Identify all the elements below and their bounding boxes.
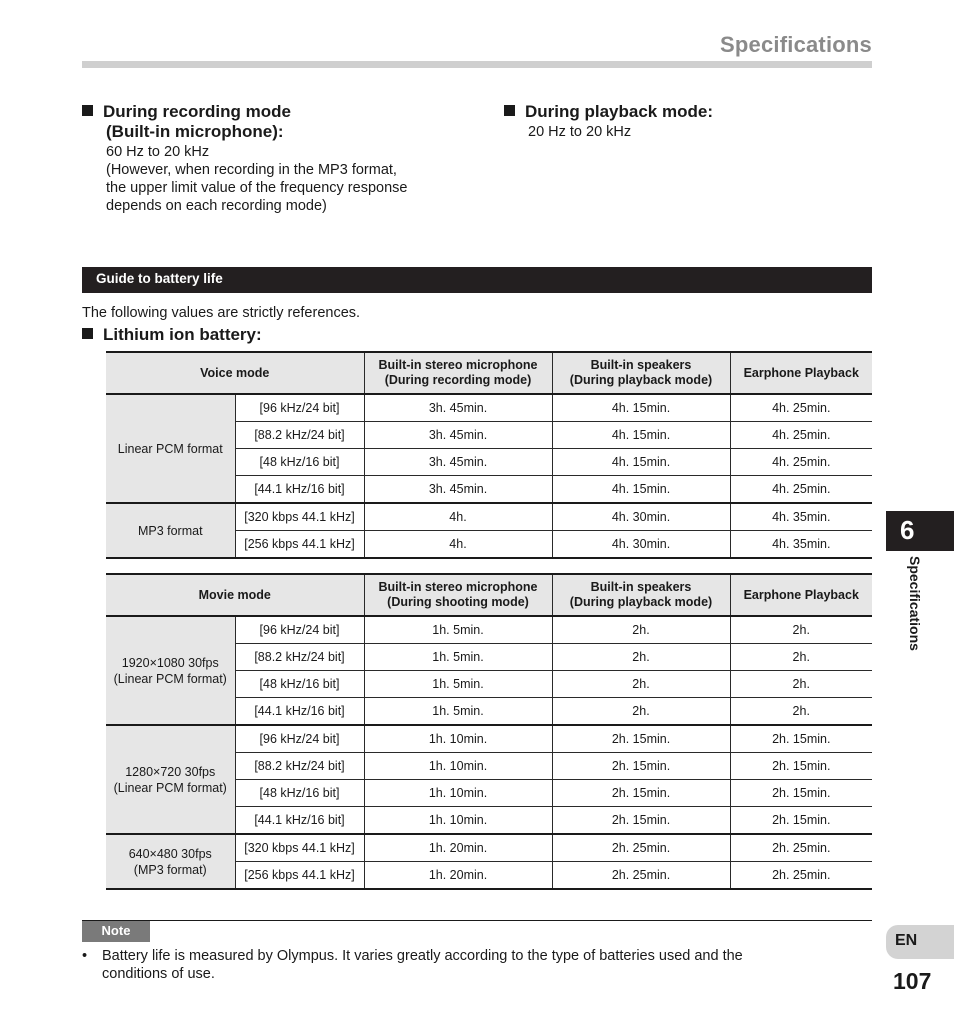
table-cell: 4h. 25min. [730, 449, 872, 476]
table-cell: 4h. 15min. [552, 449, 730, 476]
table-cell: 2h. [552, 698, 730, 726]
table-cell: [256 kbps 44.1 kHz] [235, 862, 364, 890]
table-cell: 2h. 15min. [552, 725, 730, 753]
note-text-line1: Battery life is measured by Olympus. It varies greatly according to the type of batteries used and the [102, 948, 743, 964]
table-cell: 2h. 15min. [730, 753, 872, 780]
table-row [106, 725, 872, 753]
table-cell: 4h. 25min. [730, 394, 872, 422]
recording-note-line3: depends on each recording mode) [106, 198, 327, 214]
recording-note-line2: the upper limit value of the frequency response [106, 180, 408, 196]
table-cell: [320 kbps 44.1 kHz] [235, 503, 364, 531]
speakers-header: Built-in speakers (During playback mode) [552, 574, 730, 616]
group-label: 1280×720 30fps (Linear PCM format) [106, 725, 235, 834]
table-cell: [88.2 kHz/24 bit] [235, 644, 364, 671]
voice-mode-header: Voice mode [106, 352, 364, 394]
table-cell: 4h. [364, 503, 552, 531]
table-cell: [44.1 kHz/16 bit] [235, 807, 364, 835]
table-cell: 1h. 10min. [364, 780, 552, 807]
table-cell: 2h. [730, 644, 872, 671]
table-cell: 4h. [364, 531, 552, 559]
table-cell: 1h. 5min. [364, 644, 552, 671]
table-cell: 2h. 25min. [730, 862, 872, 890]
table-cell: 4h. 30min. [552, 503, 730, 531]
table-cell: [44.1 kHz/16 bit] [235, 698, 364, 726]
reference-text: The following values are strictly references. [82, 305, 361, 321]
table-cell: 1h. 10min. [364, 725, 552, 753]
table-cell: 2h. 25min. [730, 834, 872, 862]
chapter-number: 6 [900, 515, 915, 545]
table-cell: 3h. 45min. [364, 394, 552, 422]
table-cell: 3h. 45min. [364, 476, 552, 504]
table-cell: 4h. 30min. [552, 531, 730, 559]
table-cell: 2h. [552, 671, 730, 698]
table-cell: 2h. 15min. [730, 725, 872, 753]
table-cell: 4h. 35min. [730, 503, 872, 531]
playback-heading-text: During playback mode: [525, 102, 713, 121]
table-cell: 2h. 15min. [730, 807, 872, 835]
battery-heading-text: Lithium ion battery: [103, 325, 262, 344]
guide-bar [82, 267, 872, 293]
page-number: 107 [893, 968, 932, 994]
guide-bar-title: Guide to battery life [96, 271, 223, 286]
note-tag: Note [82, 921, 150, 942]
table-row [106, 394, 872, 422]
language-tab [886, 925, 954, 959]
group-label: Linear PCM format [106, 394, 235, 503]
table-cell: [88.2 kHz/24 bit] [235, 753, 364, 780]
table-cell: 2h. [552, 616, 730, 644]
table-cell: 1h. 20min. [364, 862, 552, 890]
table-cell: [48 kHz/16 bit] [235, 449, 364, 476]
table-cell: [44.1 kHz/16 bit] [235, 476, 364, 504]
table-cell: [48 kHz/16 bit] [235, 780, 364, 807]
voice-mode-table [106, 351, 872, 559]
table-cell: 4h. 15min. [552, 422, 730, 449]
table-cell: 2h. [730, 616, 872, 644]
group-label: MP3 format [106, 503, 235, 558]
note-text-line2: conditions of use. [102, 966, 215, 982]
table-cell: 2h. 15min. [552, 807, 730, 835]
table-cell: 2h. 15min. [552, 753, 730, 780]
table-cell: 4h. 25min. [730, 422, 872, 449]
square-bullet-icon [82, 328, 93, 339]
square-bullet-icon [82, 105, 93, 116]
table-cell: 2h. [552, 644, 730, 671]
group-label: 1920×1080 30fps (Linear PCM format) [106, 616, 235, 725]
table-cell: [48 kHz/16 bit] [235, 671, 364, 698]
bullet-icon: • [82, 948, 88, 964]
table-cell: 1h. 5min. [364, 698, 552, 726]
earphone-header: Earphone Playback [730, 352, 872, 394]
table-cell: 1h. 5min. [364, 671, 552, 698]
table-cell: [96 kHz/24 bit] [235, 394, 364, 422]
recording-section [82, 102, 462, 215]
language-label: EN [895, 932, 918, 949]
table-cell: 4h. 35min. [730, 531, 872, 559]
table-cell: 3h. 45min. [364, 422, 552, 449]
table-cell: [96 kHz/24 bit] [235, 616, 364, 644]
recording-note-line1: (However, when recording in the MP3 format, [106, 162, 397, 178]
table-cell: 1h. 20min. [364, 834, 552, 862]
table-cell: [96 kHz/24 bit] [235, 725, 364, 753]
table-cell: [88.2 kHz/24 bit] [235, 422, 364, 449]
playback-range: 20 Hz to 20 kHz [528, 124, 632, 140]
table-cell: 1h. 5min. [364, 616, 552, 644]
table-cell: 3h. 45min. [364, 449, 552, 476]
square-bullet-icon [504, 105, 515, 116]
recording-heading [82, 102, 462, 122]
chapter-label: Specifications [907, 556, 923, 651]
note-item [82, 947, 872, 983]
table-row [106, 503, 872, 531]
table-cell: 2h. 25min. [552, 834, 730, 862]
group-label: 640×480 30fps (MP3 format) [106, 834, 235, 889]
table-cell: 1h. 10min. [364, 807, 552, 835]
table-cell: 4h. 25min. [730, 476, 872, 504]
table-cell: 2h. 15min. [552, 780, 730, 807]
table-row [106, 834, 872, 862]
playback-heading [504, 102, 864, 122]
table-cell: 4h. 15min. [552, 476, 730, 504]
table-cell: 2h. 15min. [730, 780, 872, 807]
chapter-tab [886, 511, 954, 551]
stereo-mic-header: Built-in stereo microphone (During recording mode) [364, 352, 552, 394]
page-title: Specifications [720, 32, 872, 57]
title-rule [82, 61, 872, 68]
movie-mode-header: Movie mode [106, 574, 364, 616]
playback-section [504, 102, 864, 141]
speakers-header: Built-in speakers (During playback mode) [552, 352, 730, 394]
table-cell: [320 kbps 44.1 kHz] [235, 834, 364, 862]
recording-range: 60 Hz to 20 kHz [106, 144, 210, 160]
battery-heading [82, 325, 262, 345]
table-cell: 2h. 25min. [552, 862, 730, 890]
table-cell: 2h. [730, 671, 872, 698]
recording-heading-line2: (Built-in microphone): [106, 122, 284, 141]
table-cell: 2h. [730, 698, 872, 726]
movie-mode-table [106, 573, 872, 890]
note-rule [82, 920, 872, 921]
table-cell: 4h. 15min. [552, 394, 730, 422]
recording-heading-line1: During recording mode [103, 102, 291, 121]
table-cell: [256 kbps 44.1 kHz] [235, 531, 364, 559]
stereo-mic-header: Built-in stereo microphone (During shooting mode) [364, 574, 552, 616]
table-row [106, 616, 872, 644]
earphone-header: Earphone Playback [730, 574, 872, 616]
table-cell: 1h. 10min. [364, 753, 552, 780]
